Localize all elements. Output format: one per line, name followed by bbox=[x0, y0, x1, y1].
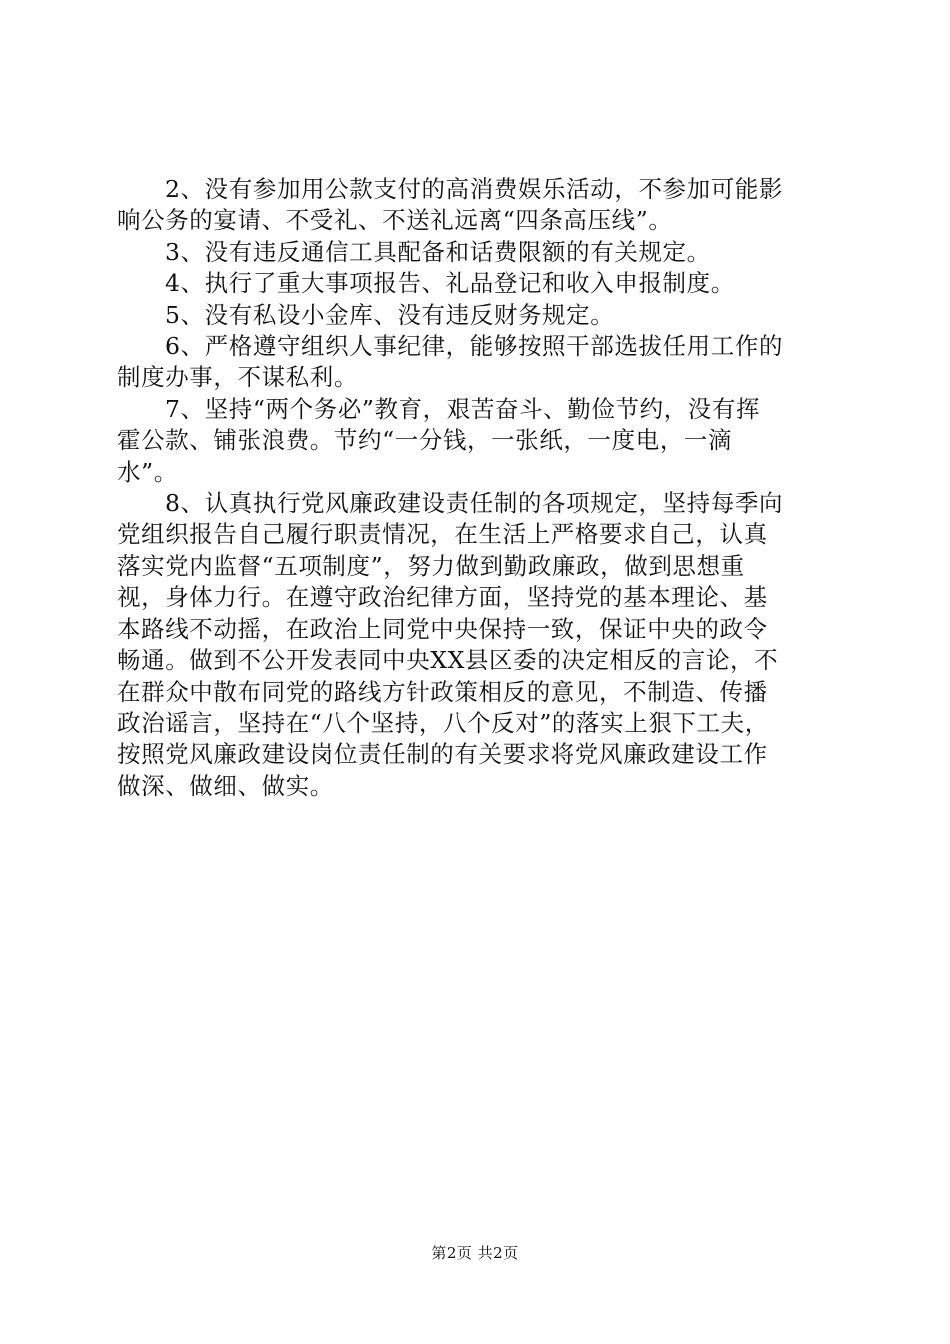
paragraph-item-5: 5、没有私设小金库、没有违反财务规定。 bbox=[165, 300, 615, 329]
page-number-footer: 第2页 共2页 bbox=[431, 1244, 519, 1262]
paragraph-item-4: 4、执行了重大事项报告、礼品登记和收入申报制度。 bbox=[165, 269, 735, 298]
document-body bbox=[117, 174, 837, 802]
paragraph-item-3: 3、没有违反通信工具配备和话费限额的有关规定。 bbox=[165, 237, 711, 266]
paragraph-item-8: 8、认真执行党风廉政建设责任制的各项规定，坚持每季向 党组织报告自己履行职责情况，在生活上严格要求自己，认真 落实党内监督“五项制度”，努力做到勤政廉政，做到思想重 视，身体力行。在遵守政治纪律方面，坚持党的基本理论、基 本路线不动摇，在政治上同党中央保持一致，保证中央的政令 畅通。做到不公开发表同中央XX县区委的决定相反的言论，不 在群众中散布同党的路线方针政策相反的意见，不制造、传播 政治谣言，坚持在“八个坚持，八个反对”的落实上狠下工夫， 按照党风廉政建设岗位责任制的有关要求将党风廉政建设工作 做深、做细、做实。 bbox=[117, 489, 784, 800]
paragraph-item-2: 2、没有参加用公款支付的高消费娱乐活动，不参加可能影 响公务的宴请、不受礼、不送礼远离“四条高压线”。 bbox=[117, 175, 784, 235]
paragraph-item-7: 7、坚持“两个务必”教育，艰苦奋斗、勤俭节约，没有挥 霍公款、铺张浪费。节约“一分钱，一张纸，一度电，一滴 水”。 bbox=[117, 394, 761, 486]
paragraph-item-6: 6、严格遵守组织人事纪律，能够按照干部选拔任用工作的 制度办事，不谋私利。 bbox=[117, 332, 784, 392]
